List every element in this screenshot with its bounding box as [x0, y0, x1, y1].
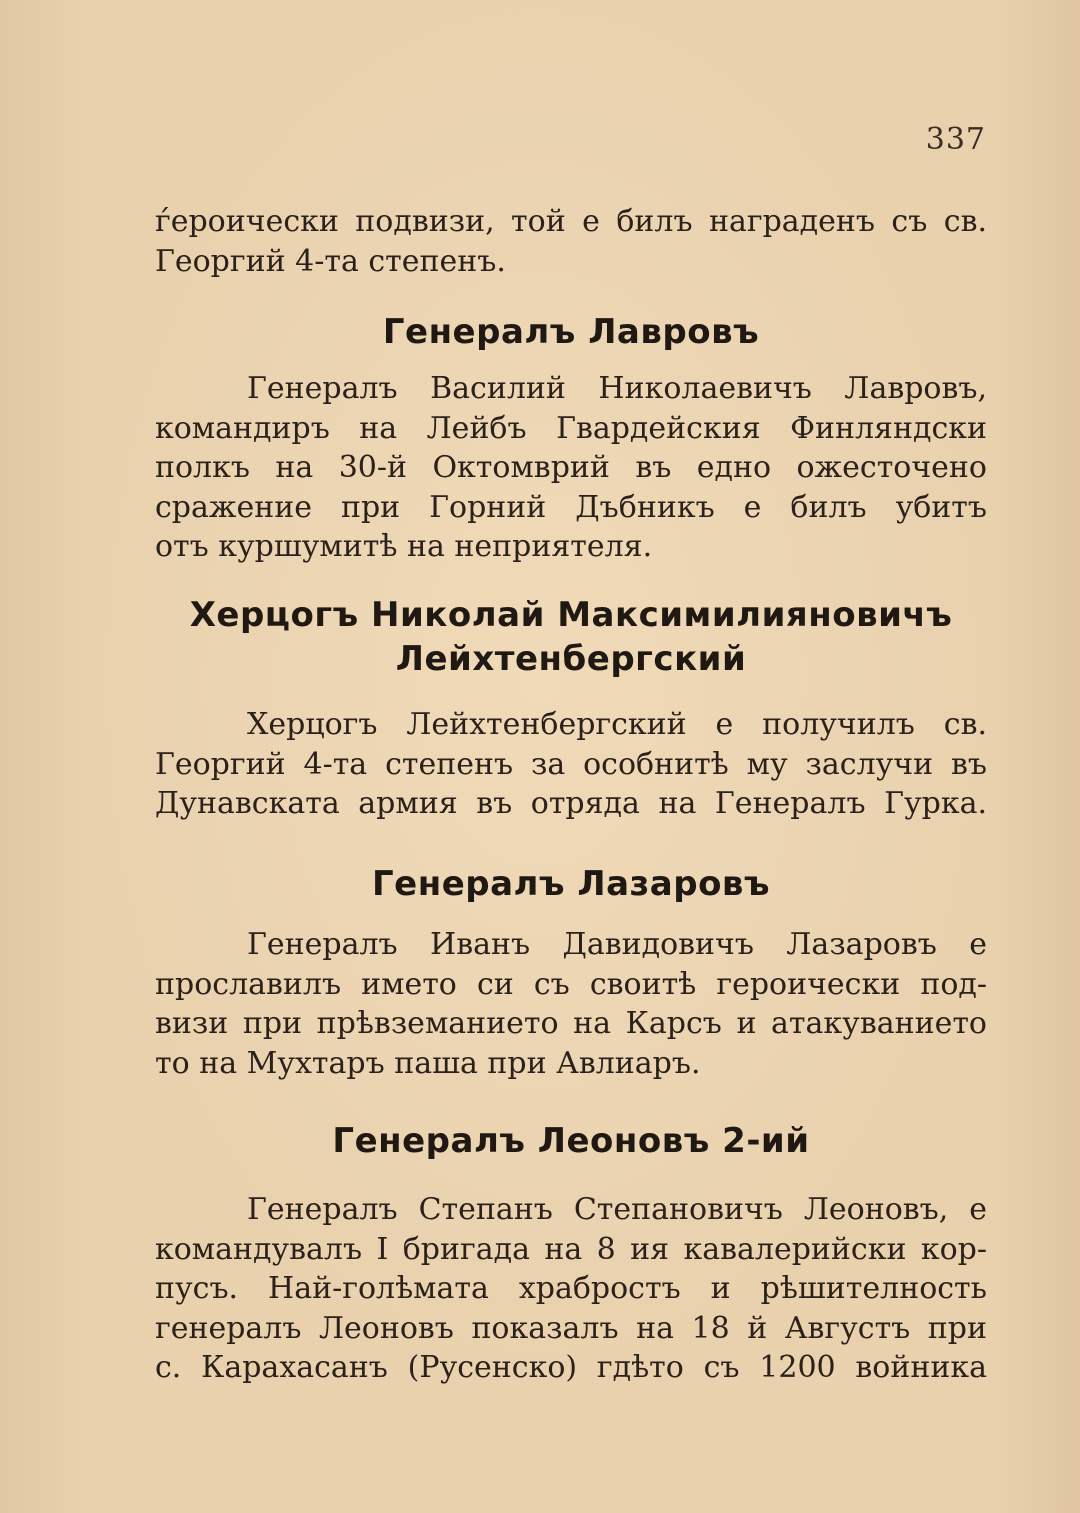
paragraph-lazarov	[155, 925, 987, 1083]
text-line: сражение при Горний Дъбникъ е билъ убитъ	[155, 489, 987, 525]
text-line: Георгий 4-та степенъ за особнитѣ му заслучи въ	[155, 746, 987, 782]
text-line: отъ куршумитѣ на неприятеля.	[155, 529, 653, 564]
paragraph-leonov	[155, 1190, 987, 1388]
heading-lazarov: Генералъ Лазаровъ	[372, 864, 770, 904]
text-line: то на Мухтаръ паша при Авлиаръ.	[155, 1045, 701, 1081]
text-line: Дунавската армия въ отряда на Генералъ Гурка.	[155, 786, 987, 821]
text-line: пусъ. Най-голѣмата храбростъ и рѣшителность	[155, 1271, 987, 1306]
text-line: Генералъ Степанъ Степановичъ Леоновъ, е	[247, 1192, 987, 1227]
text-line: Генералъ Иванъ Давидовичъ Лазаровъ е	[247, 927, 987, 962]
paragraph-continuation	[155, 202, 987, 281]
heading-leuchtenberg	[155, 593, 987, 681]
text-line: генералъ Леоновъ показалъ на 18 й Августъ при	[155, 1310, 987, 1346]
text-line: Георгий 4-та степенъ.	[155, 243, 506, 279]
text-line: прославилъ името си съ своитѣ героически под-	[155, 966, 987, 1002]
paragraph-lavrov	[155, 369, 987, 567]
heading-line: Херцогъ Николай Максимилияновичъ	[189, 595, 953, 635]
text-line: полкъ на 30-й Октомврий въ едно ожесточено	[155, 450, 987, 485]
text-line: командиръ на Лейбъ Гвардейския Финляндски	[155, 410, 987, 446]
text-line: визи при прѣвземанието на Карсъ и атакуванието	[155, 1006, 987, 1041]
heading-line: Лейхтенбергский	[395, 639, 747, 679]
text-line: Генералъ Василий Николаевичъ Лавровъ,	[247, 371, 987, 406]
text-line: ѓероически подвизи, той е билъ награденъ съ св.	[155, 204, 987, 239]
text-line: с. Карахасанъ (Русенско) гдѣто съ 1200 войника	[155, 1350, 987, 1385]
heading-leonov: Генералъ Леоновъ 2-ий	[332, 1121, 810, 1161]
page-number: 337	[925, 122, 986, 157]
paragraph-leuchtenberg	[155, 705, 987, 824]
heading-lavrov: Генералъ Лавровъ	[382, 312, 760, 352]
text-line: командувалъ I бригада на 8 ия кавалерийски кор-	[155, 1231, 987, 1267]
text-line: Херцогъ Лейхтенбергский е получилъ св.	[247, 707, 987, 742]
